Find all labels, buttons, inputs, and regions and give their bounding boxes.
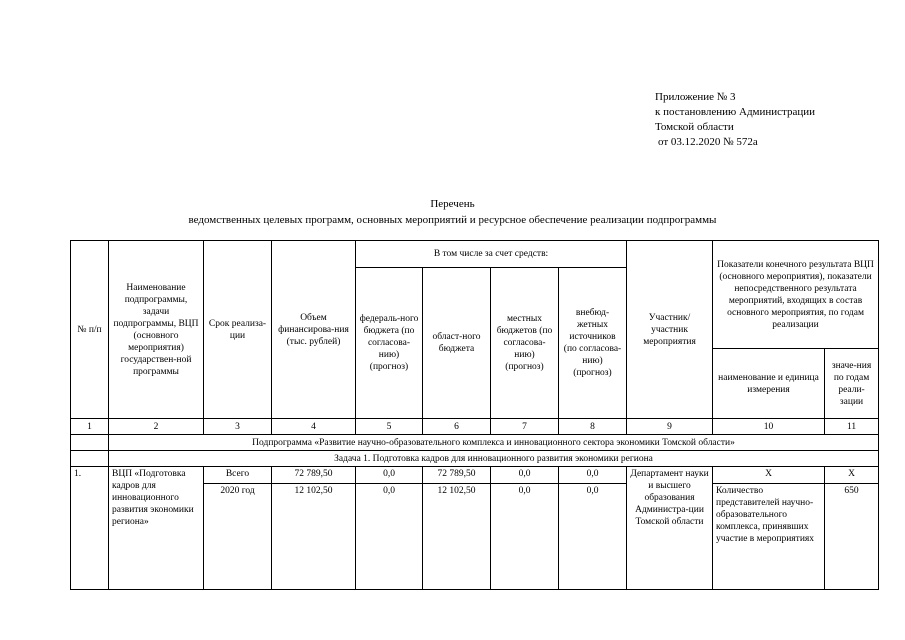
header-name: Наименование подпрограммы, задачи подпрограммы, ВЦП (основного мероприятия) государствен-ной программы [109, 241, 204, 419]
col-number: 5 [356, 419, 423, 435]
row-volume-2020: 12 102,50 [272, 484, 356, 590]
row-term-2020: 2020 год [204, 484, 272, 590]
row-term-total: Всего [204, 467, 272, 484]
col-number: 6 [423, 419, 491, 435]
appendix-line: Приложение № 3 [655, 91, 736, 103]
row-federal-2020: 0,0 [356, 484, 423, 590]
header-extrabudget: внебюд-жетных источников (по согласова-нию) (прогноз) [559, 268, 627, 419]
row-volume-total: 72 789,50 [272, 467, 356, 484]
header-participant: Участник/ участник мероприятия [627, 241, 713, 419]
title-line: ведомственных целевых программ, основных мероприятий и ресурсное обеспечение реализации подпрограммы [188, 214, 717, 226]
appendix-block [655, 90, 815, 150]
row-indicator-value-total: Х [825, 467, 879, 484]
row-regional-2020: 12 102,50 [423, 484, 491, 590]
header-regional: област-ного бюджета [423, 268, 491, 419]
header-indicators-group: Показатели конечного результата ВЦП (основного мероприятия), показатели непосредственного результата мероприятий, входящих в состав основного мероприятия, по годам реализации [713, 241, 879, 349]
row-participant: Департамент науки и высшего образования Администра-ции Томской области [627, 467, 713, 590]
col-number: 2 [109, 419, 204, 435]
header-indicator-values: значе-ния по годам реали-зации [825, 349, 879, 419]
col-number: 1 [71, 419, 109, 435]
appendix-line: Томской области [655, 121, 734, 133]
row-local-total: 0,0 [491, 467, 559, 484]
document-title [0, 196, 905, 228]
col-number: 3 [204, 419, 272, 435]
col-number: 8 [559, 419, 627, 435]
task-row: Задача 1. Подготовка кадров для инновационного развития экономики региона [109, 451, 879, 467]
col-number: 4 [272, 419, 356, 435]
header-local: местных бюджетов (по согласова-нию) (прогноз) [491, 268, 559, 419]
appendix-line: от 03.12.2020 № 572а [658, 136, 758, 148]
col-number: 11 [825, 419, 879, 435]
row-extra-2020: 0,0 [559, 484, 627, 590]
row-num: 1. [71, 467, 109, 590]
title-line: Перечень [430, 198, 475, 210]
col-number: 7 [491, 419, 559, 435]
program-table [70, 240, 879, 590]
header-term: Срок реализа-ции [204, 241, 272, 419]
row-federal-total: 0,0 [356, 467, 423, 484]
row-indicator-name-total: Х [713, 467, 825, 484]
row-local-2020: 0,0 [491, 484, 559, 590]
row-indicator-name-2020: Количество представителей научно-образовательного комплекса, принявших участие в мероприятиях [713, 484, 825, 590]
subprogram-row: Подпрограмма «Развитие научно-образовательного комплекса и инновационного сектора экономики Томской области» [109, 435, 879, 451]
col-number: 10 [713, 419, 825, 435]
header-num: № п/п [71, 241, 109, 419]
header-volume: Объем финансирова-ния (тыс. рублей) [272, 241, 356, 419]
col-number: 9 [627, 419, 713, 435]
header-federal: федераль-ного бюджета (по согласова-нию) (прогноз) [356, 268, 423, 419]
header-sources-group: В том числе за счет средств: [356, 241, 627, 268]
row-extra-total: 0,0 [559, 467, 627, 484]
row-name: ВЦП «Подготовка кадров для инновационного развития экономики региона» [109, 467, 204, 590]
header-indicator-name: наименование и единица измерения [713, 349, 825, 419]
row-indicator-value-2020: 650 [825, 484, 879, 590]
appendix-line: к постановлению Администрации [655, 106, 816, 118]
row-regional-total: 72 789,50 [423, 467, 491, 484]
